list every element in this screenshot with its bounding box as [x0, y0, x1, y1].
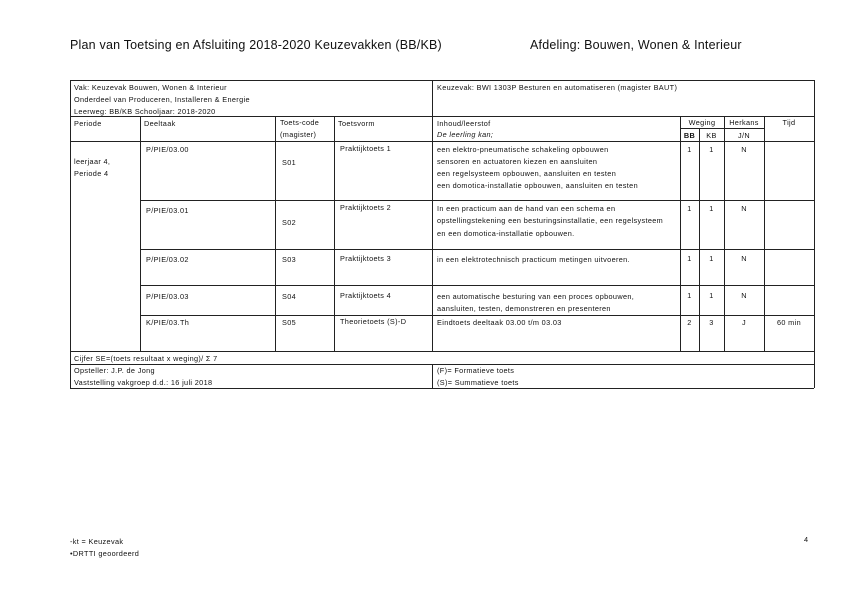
header-weging-bb: BB [683, 131, 696, 140]
document-title: Plan van Toetsing en Afsluiting 2018-2020 Keuzevakken (BB/KB) [70, 38, 442, 52]
row-code: S02 [282, 218, 297, 227]
row-inhoud-line: een elektro-pneumatische schakeling opbouwen [437, 145, 609, 154]
row-inhoud-line: In een practicum aan de hand van een schema en [437, 204, 616, 213]
periode-line-1: leerjaar 4, [74, 157, 111, 166]
note-drtti: •DRTTI geoordeerd [70, 549, 140, 558]
row-inhoud-line: een regelsysteem opbouwen, aansluiten en testen [437, 169, 617, 178]
row-weging-bb: 2 [687, 318, 692, 327]
row-vorm: Praktijktoets 1 [340, 144, 392, 153]
row-weging-kb: 1 [709, 254, 714, 263]
row-vorm: Praktijktoets 4 [340, 291, 392, 300]
header-herkans: Herkans [729, 118, 759, 127]
header-deeltaak: Deeltaak [144, 119, 176, 128]
header-weging: Weging [688, 118, 716, 127]
header-tijd: Tijd [782, 118, 796, 127]
leerweg-label: Leerweg: BB/KB Schooljaar: 2018-2020 [74, 107, 216, 116]
onderdeel-label: Onderdeel van Produceren, Installeren & Energie [74, 95, 250, 104]
row-inhoud-line: en een domotica-installatie opbouwen. [437, 229, 575, 238]
row-weging-bb: 1 [687, 145, 692, 154]
row-vorm: Theorietoets (S)-D [340, 317, 407, 326]
row-weging-kb: 3 [709, 318, 714, 327]
header-inhoud: Inhoud/leerstof [437, 119, 491, 128]
row-inhoud-line: Eindtoets deeltaak 03.00 t/m 03.03 [437, 318, 562, 327]
row-inhoud-line: aansluiten, testen, demonstreren en presenteren [437, 304, 611, 313]
department-title: Afdeling: Bouwen, Wonen & Interieur [530, 38, 742, 52]
row-weging-bb: 1 [687, 204, 692, 213]
header-toetscode: Toets-code [280, 118, 320, 127]
header-toetsvorm: Toetsvorm [338, 119, 375, 128]
keuzevak-label: Keuzevak: BWI 1303P Besturen en automatiseren (magister BAUT) [437, 83, 678, 92]
row-code: S03 [282, 255, 297, 264]
row-deeltaak: P/PIE/03.00 [146, 145, 189, 154]
vak-label: Vak: Keuzevak Bouwen, Wonen & Interieur [74, 83, 227, 92]
row-weging-bb: 1 [687, 291, 692, 300]
row-herkans: N [741, 145, 747, 154]
row-herkans: N [741, 254, 747, 263]
header-inhoud-sub: De leerling kan; [437, 130, 494, 139]
row-weging-bb: 1 [687, 254, 692, 263]
periode-line-2: Periode 4 [74, 169, 109, 178]
header-periode: Periode [74, 119, 102, 128]
row-deeltaak: P/PIE/03.03 [146, 292, 189, 301]
row-code: S05 [282, 318, 297, 327]
row-deeltaak: K/PIE/03.Th [146, 318, 190, 327]
cijfer-formula: Cijfer SE=(toets resultaat x weging)/ Σ 7 [74, 354, 218, 363]
row-inhoud-line: in een elektrotechnisch practicum metingen uitvoeren. [437, 255, 630, 264]
row-weging-kb: 1 [709, 291, 714, 300]
row-deeltaak: P/PIE/03.01 [146, 206, 189, 215]
note-keuzevak: -kt = Keuzevak [70, 537, 124, 546]
formatieve-legend: (F)= Formatieve toets [437, 366, 515, 375]
row-deeltaak: P/PIE/03.02 [146, 255, 189, 264]
row-herkans: N [741, 291, 747, 300]
row-inhoud-line: sensoren en actuatoren kiezen en aansluiten [437, 157, 598, 166]
row-code: S01 [282, 158, 297, 167]
row-herkans: J [742, 318, 746, 327]
row-weging-kb: 1 [709, 145, 714, 154]
header-toetscode-sub: (magister) [280, 130, 317, 139]
vaststelling-label: Vaststelling vakgroep d.d.: 16 juli 2018 [74, 378, 213, 387]
row-vorm: Praktijktoets 3 [340, 254, 392, 263]
row-inhoud-line: een domotica-installatie opbouwen, aansluiten en testen [437, 181, 638, 190]
header-herkans-sub: J/N [738, 131, 750, 140]
row-herkans: N [741, 204, 747, 213]
row-inhoud-line: opstellingstekening een besturingsinstallatie, een regelsysteem [437, 216, 664, 225]
row-code: S04 [282, 292, 297, 301]
opsteller-label: Opsteller: J.P. de Jong [74, 366, 155, 375]
row-weging-kb: 1 [709, 204, 714, 213]
row-inhoud-line: een automatische besturing van een proces opbouwen, [437, 292, 635, 301]
page-number: 4 [804, 535, 809, 544]
row-tijd: 60 min [776, 318, 801, 327]
summatieve-legend: (S)= Summatieve toets [437, 378, 519, 387]
row-vorm: Praktijktoets 2 [340, 203, 392, 212]
header-weging-kb: KB [706, 131, 717, 140]
